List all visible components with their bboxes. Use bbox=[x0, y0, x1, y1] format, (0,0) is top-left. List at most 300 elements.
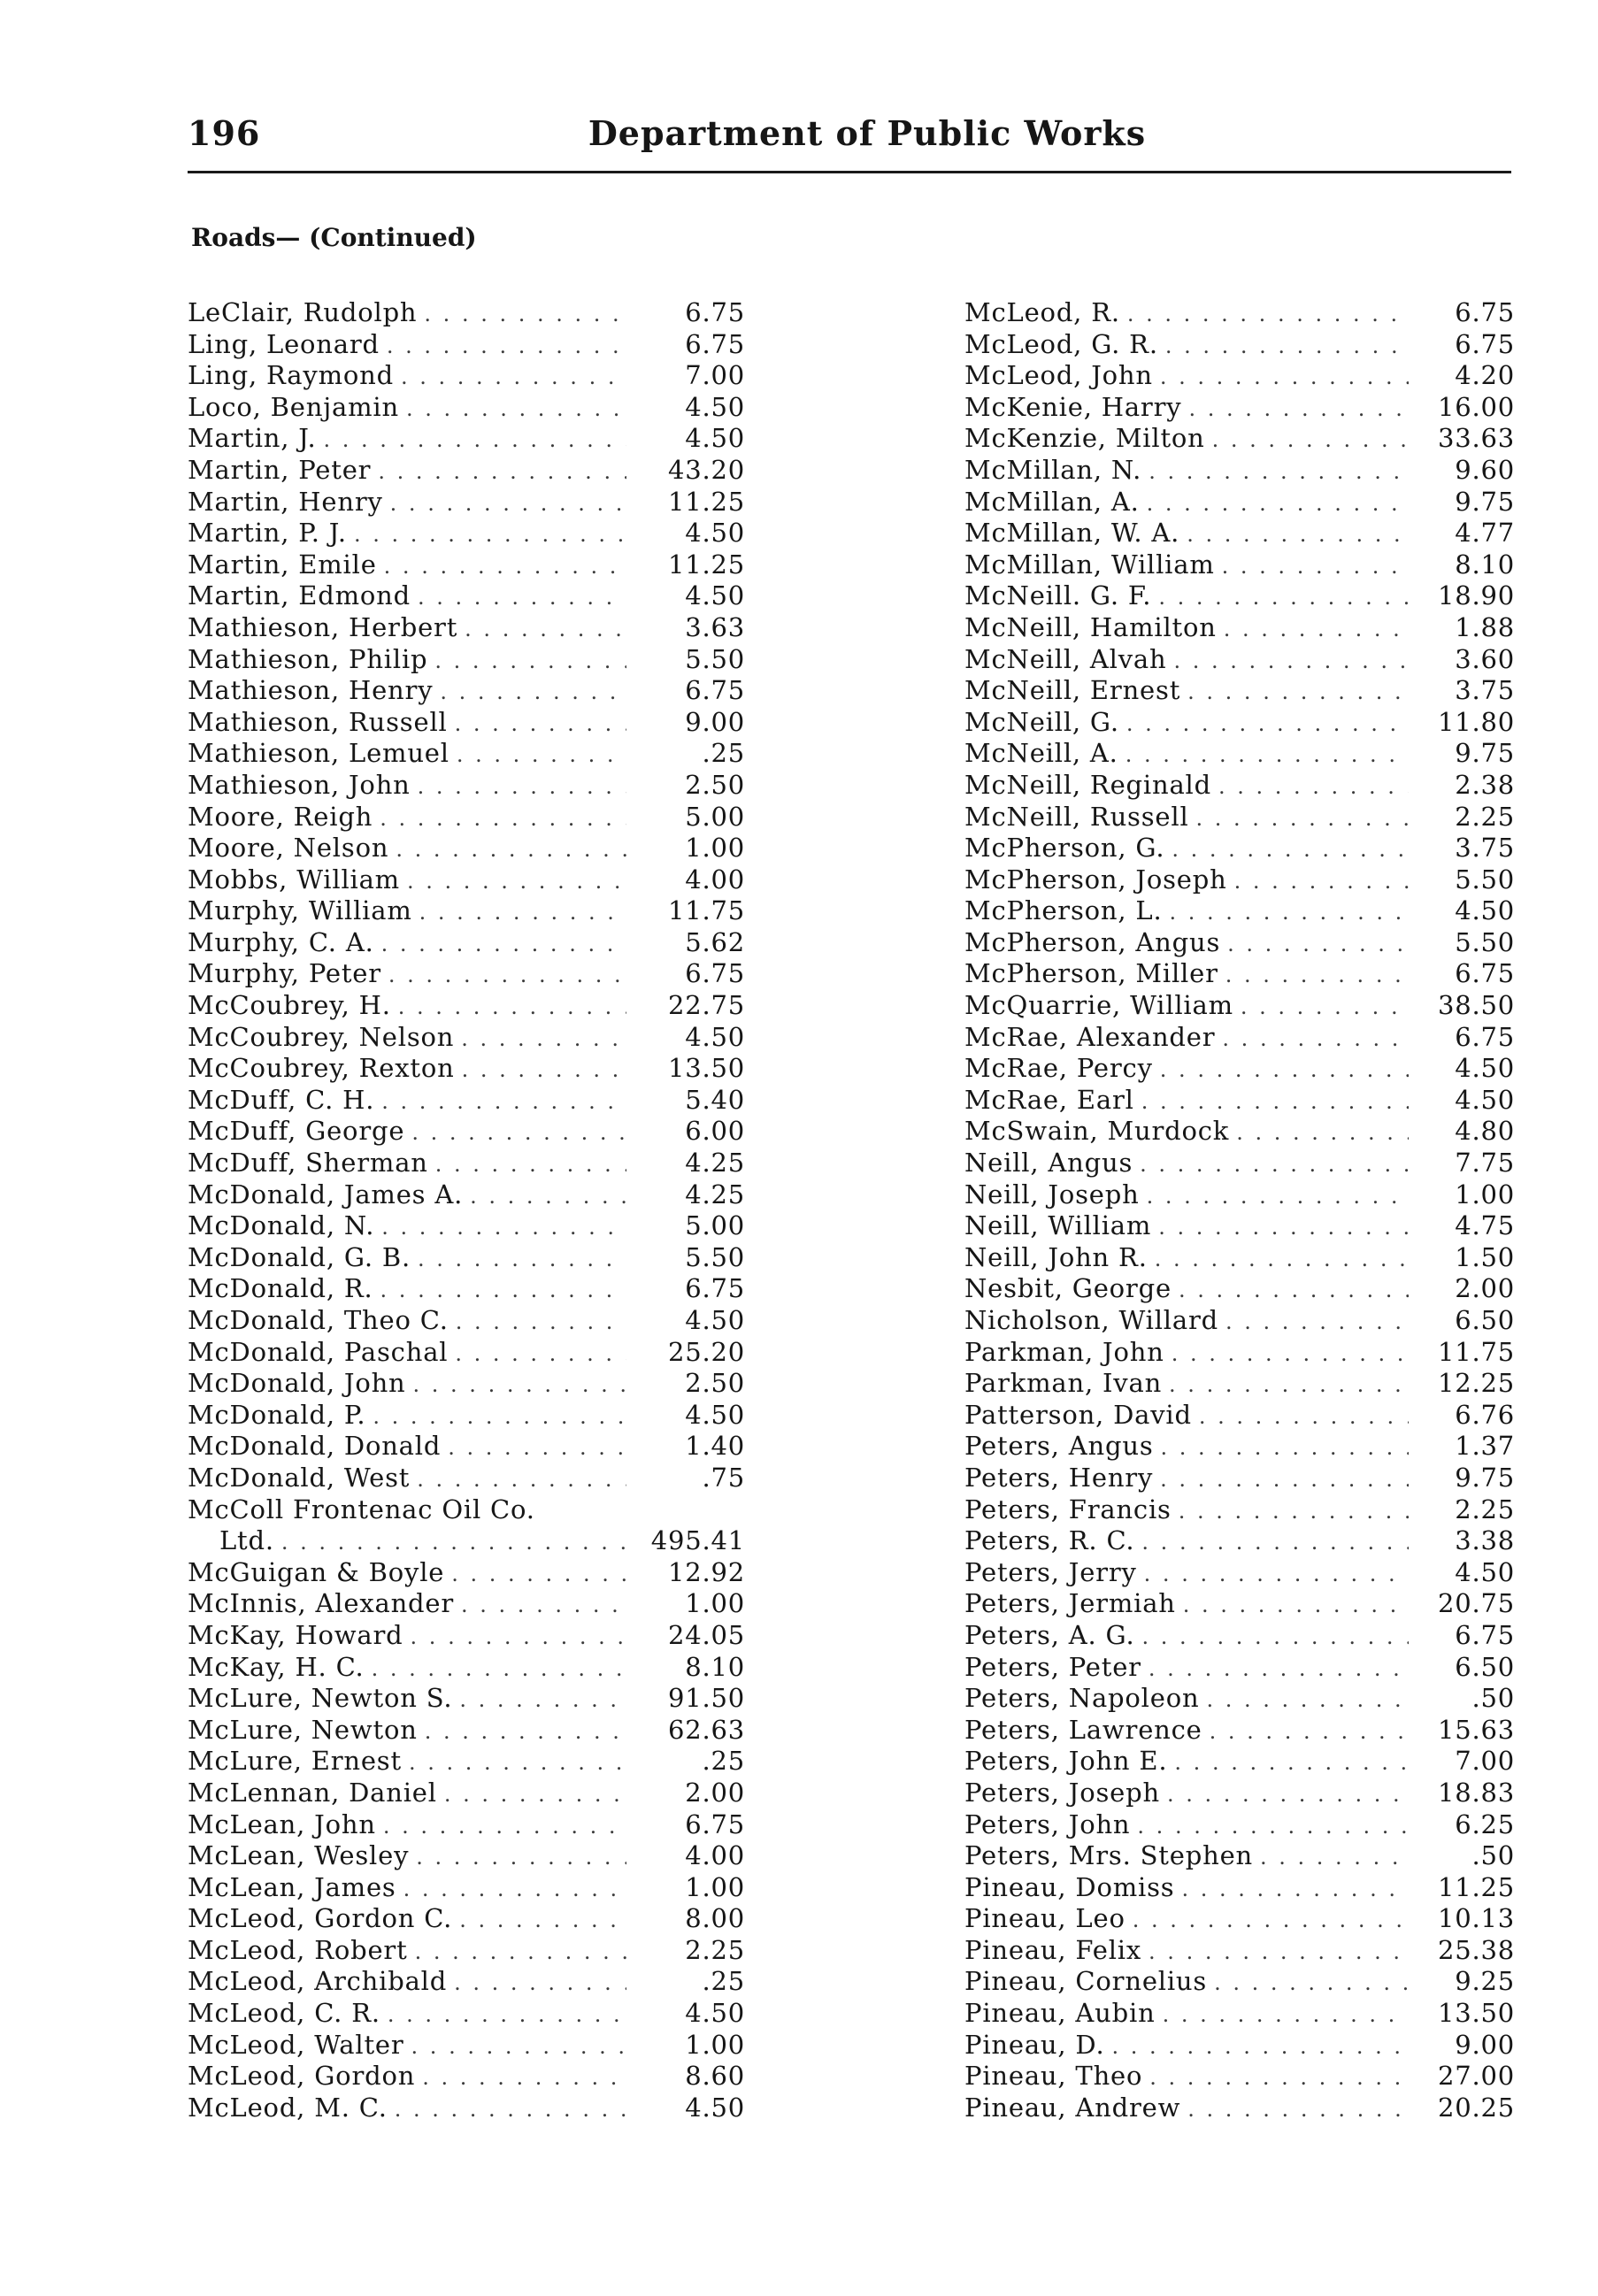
entry-name: McCoubrey, Nelson bbox=[188, 1021, 455, 1052]
dot-leader bbox=[407, 866, 626, 898]
entry-name: Martin, J. bbox=[188, 423, 317, 454]
dot-leader bbox=[354, 519, 626, 551]
list-item bbox=[964, 549, 1515, 581]
page-header bbox=[188, 113, 1511, 163]
entry-name: McKenie, Harry bbox=[964, 391, 1182, 422]
list-item bbox=[964, 1400, 1515, 1432]
dot-leader bbox=[411, 2031, 626, 2063]
dot-leader bbox=[1212, 425, 1409, 457]
list-item bbox=[964, 1683, 1515, 1715]
entry-amount: 6.00 bbox=[685, 1116, 745, 1147]
entry-name: Mathieson, Lemuel bbox=[188, 738, 449, 769]
list-item bbox=[188, 455, 745, 487]
entry-amount: 4.50 bbox=[1455, 1084, 1515, 1115]
list-item bbox=[188, 958, 745, 990]
entry-name: Neill, Angus bbox=[964, 1148, 1133, 1179]
entry-amount: 2.25 bbox=[1455, 801, 1515, 832]
entry-amount: 25.38 bbox=[1437, 1934, 1515, 1965]
list-item bbox=[188, 1337, 745, 1369]
list-item bbox=[188, 549, 745, 581]
entry-amount: 4.50 bbox=[685, 1399, 745, 1430]
dot-leader bbox=[455, 1339, 626, 1371]
entry-name: Mathieson, Russell bbox=[188, 706, 448, 737]
entry-amount: .75 bbox=[702, 1462, 745, 1493]
entry-name: McDonald, Theo C. bbox=[188, 1305, 449, 1335]
dot-leader bbox=[1174, 646, 1409, 678]
entry-amount: 9.00 bbox=[1455, 2029, 1515, 2060]
entry-amount: 6.75 bbox=[1455, 328, 1515, 359]
entry-amount: 7.75 bbox=[1455, 1148, 1515, 1179]
entry-amount: 6.75 bbox=[1455, 1021, 1515, 1052]
entry-name: Parkman, Ivan bbox=[964, 1368, 1163, 1399]
list-item bbox=[188, 1903, 745, 1935]
list-item bbox=[964, 580, 1515, 612]
list-item bbox=[964, 1715, 1515, 1747]
dot-leader bbox=[1161, 1432, 1409, 1464]
entry-amount: 4.50 bbox=[1455, 895, 1515, 926]
dot-leader bbox=[413, 1370, 626, 1401]
entry-name: McLeod, Archibald bbox=[188, 1966, 448, 1997]
dot-leader bbox=[1183, 1590, 1409, 1622]
entry-amount: 18.90 bbox=[1437, 580, 1515, 611]
entry-name: Peters, Napoleon bbox=[964, 1683, 1200, 1714]
dot-leader bbox=[454, 1968, 626, 2000]
list-item bbox=[188, 1620, 745, 1652]
dot-leader bbox=[1172, 834, 1409, 866]
entry-amount: 4.77 bbox=[1455, 518, 1515, 549]
entry-amount: 5.40 bbox=[685, 1084, 745, 1115]
dot-leader bbox=[401, 362, 626, 394]
dot-leader bbox=[1137, 1811, 1409, 1843]
entry-amount: 4.50 bbox=[685, 2092, 745, 2123]
entry-amount: 6.25 bbox=[1455, 1808, 1515, 1839]
dot-leader bbox=[378, 457, 626, 488]
entry-name: Martin, Emile bbox=[188, 549, 377, 580]
entry-name: McNeill, A. bbox=[964, 738, 1118, 769]
entry-amount: 11.75 bbox=[667, 895, 745, 926]
entry-name: McLean, Wesley bbox=[188, 1840, 410, 1871]
list-item bbox=[188, 833, 745, 864]
entry-amount: 27.00 bbox=[1437, 2061, 1515, 2092]
entry-amount: 6.75 bbox=[685, 1273, 745, 1304]
entry-name: McLure, Newton bbox=[188, 1714, 418, 1745]
entry-amount: 7.00 bbox=[1455, 1746, 1515, 1777]
entry-name: Pineau, Andrew bbox=[964, 2092, 1181, 2123]
entry-amount: 4.75 bbox=[1455, 1210, 1515, 1241]
list-item bbox=[188, 1053, 745, 1085]
dot-leader bbox=[1160, 1464, 1409, 1496]
dot-leader bbox=[1187, 677, 1409, 709]
entry-name: McDonald, John bbox=[188, 1368, 406, 1399]
dot-leader bbox=[1149, 1654, 1409, 1686]
list-item bbox=[188, 1463, 745, 1494]
entry-name: Mathieson, John bbox=[188, 769, 411, 800]
dot-leader bbox=[1149, 457, 1409, 488]
list-item bbox=[964, 1652, 1515, 1684]
list-item bbox=[964, 1935, 1515, 1967]
list-item bbox=[964, 1778, 1515, 1809]
dot-leader bbox=[461, 1024, 626, 1056]
dot-leader bbox=[1147, 1181, 1409, 1213]
entry-name: Pineau, Cornelius bbox=[964, 1966, 1208, 1997]
entry-name: Nesbit, George bbox=[964, 1273, 1172, 1304]
entry-name: McNeill, Hamilton bbox=[964, 611, 1217, 642]
entry-amount: 4.20 bbox=[1455, 360, 1515, 391]
dot-leader bbox=[1199, 1401, 1409, 1433]
dot-leader bbox=[448, 1432, 626, 1464]
dot-leader bbox=[1222, 1024, 1409, 1056]
dot-leader bbox=[1126, 740, 1409, 772]
list-item bbox=[188, 1210, 745, 1242]
list-item bbox=[188, 707, 745, 739]
dot-leader bbox=[406, 394, 626, 426]
entry-amount: 43.20 bbox=[667, 454, 745, 485]
dot-leader bbox=[388, 960, 626, 992]
entry-amount: 8.00 bbox=[685, 1903, 745, 1934]
entry-amount: 15.63 bbox=[1437, 1714, 1515, 1745]
entry-amount: 6.75 bbox=[1455, 297, 1515, 327]
dot-leader bbox=[380, 1275, 626, 1307]
entry-name: Ltd. bbox=[219, 1525, 274, 1556]
list-item bbox=[964, 2061, 1515, 2093]
dot-leader bbox=[459, 1905, 626, 1937]
entry-name: McRae, Earl bbox=[964, 1084, 1134, 1115]
list-item bbox=[188, 1778, 745, 1809]
list-item bbox=[188, 2061, 745, 2093]
entry-name: McNeill, Ernest bbox=[964, 675, 1181, 706]
list-item bbox=[188, 1840, 745, 1872]
entry-amount: 1.88 bbox=[1455, 611, 1515, 642]
list-item bbox=[188, 1998, 745, 2030]
list-item bbox=[188, 802, 745, 833]
entry-amount: 22.75 bbox=[667, 990, 745, 1021]
list-item bbox=[188, 895, 745, 927]
list-item bbox=[964, 518, 1515, 549]
list-item bbox=[188, 612, 745, 644]
list-item bbox=[188, 1494, 745, 1526]
entry-amount: 6.75 bbox=[1455, 1619, 1515, 1650]
dot-leader bbox=[1141, 1527, 1409, 1559]
list-item bbox=[964, 1557, 1515, 1589]
list-item bbox=[188, 1305, 745, 1337]
entry-amount: 5.00 bbox=[685, 1210, 745, 1241]
list-item bbox=[964, 895, 1515, 927]
list-item bbox=[188, 487, 745, 518]
dot-leader bbox=[383, 1811, 626, 1843]
entry-name: McDonald, P. bbox=[188, 1399, 366, 1430]
entry-amount: 18.83 bbox=[1437, 1777, 1515, 1808]
list-item bbox=[188, 770, 745, 802]
dot-leader bbox=[422, 2062, 626, 2094]
entry-name: McMillan, W. A. bbox=[964, 518, 1180, 549]
dot-leader bbox=[1111, 2031, 1409, 2063]
entry-name: Peters, Jermiah bbox=[964, 1588, 1176, 1619]
entry-amount: 2.00 bbox=[685, 1777, 745, 1808]
entry-amount: .25 bbox=[702, 1966, 745, 1997]
list-item bbox=[188, 990, 745, 1022]
entry-name: McDonald, G. B. bbox=[188, 1241, 411, 1272]
entry-name: McKenzie, Milton bbox=[964, 423, 1205, 454]
entry-name: Martin, P. J. bbox=[188, 518, 347, 549]
entry-amount: 11.25 bbox=[667, 486, 745, 517]
dot-leader bbox=[1224, 614, 1409, 646]
entry-name: Mathieson, Henry bbox=[188, 675, 434, 706]
list-item bbox=[964, 1368, 1515, 1400]
dot-leader bbox=[424, 299, 626, 331]
entry-amount: 6.75 bbox=[685, 297, 745, 327]
entry-name: Peters, R. C. bbox=[964, 1525, 1135, 1556]
dot-leader bbox=[1133, 1905, 1409, 1937]
list-item bbox=[964, 958, 1515, 990]
entry-name: McMillan, A. bbox=[964, 486, 1140, 517]
entry-name: McDuff, C. H. bbox=[188, 1084, 375, 1115]
entry-amount: 6.50 bbox=[1455, 1305, 1515, 1335]
dot-leader bbox=[381, 929, 626, 961]
dot-leader bbox=[417, 1464, 626, 1496]
entry-name: Peters, Mrs. Stephen bbox=[964, 1840, 1254, 1871]
entry-amount: 4.50 bbox=[1455, 1556, 1515, 1587]
entry-amount: 8.60 bbox=[685, 2061, 745, 2092]
entry-name: LeClair, Rudolph bbox=[188, 297, 418, 327]
list-item bbox=[964, 1210, 1515, 1242]
entry-amount: 13.50 bbox=[667, 1053, 745, 1084]
dot-leader bbox=[451, 1559, 626, 1591]
entry-amount: 9.25 bbox=[1455, 1966, 1515, 1997]
entry-amount: 11.75 bbox=[1437, 1336, 1515, 1367]
entry-amount: 3.60 bbox=[1455, 643, 1515, 674]
entry-amount: 24.05 bbox=[667, 1619, 745, 1650]
list-item bbox=[964, 297, 1515, 329]
list-item bbox=[964, 1305, 1515, 1337]
dot-leader bbox=[435, 1149, 626, 1181]
list-item bbox=[964, 1620, 1515, 1652]
entry-name: McLean, John bbox=[188, 1808, 376, 1839]
entry-name: Ling, Leonard bbox=[188, 328, 380, 359]
entry-name: Peters, Joseph bbox=[964, 1777, 1160, 1808]
dot-leader bbox=[418, 1244, 626, 1276]
list-item bbox=[964, 1966, 1515, 1998]
list-item bbox=[964, 360, 1515, 392]
dot-leader bbox=[1181, 1874, 1409, 1906]
entry-name: Murphy, Peter bbox=[188, 958, 381, 989]
list-item bbox=[188, 518, 745, 549]
dot-leader bbox=[440, 677, 626, 709]
dot-leader bbox=[425, 1716, 626, 1748]
entry-name: McNeill. G. F. bbox=[964, 580, 1152, 611]
entry-amount: 11.25 bbox=[667, 549, 745, 580]
entry-amount: 9.75 bbox=[1455, 738, 1515, 769]
entry-amount: 9.60 bbox=[1455, 454, 1515, 485]
list-item bbox=[964, 329, 1515, 361]
entry-name: Peters, John bbox=[964, 1808, 1131, 1839]
entry-name: McLeod, G. R. bbox=[964, 328, 1158, 359]
list-item bbox=[964, 1998, 1515, 2030]
entry-name: Moore, Reigh bbox=[188, 801, 373, 832]
list-item bbox=[964, 833, 1515, 864]
entry-amount: 1.00 bbox=[685, 2029, 745, 2060]
entry-amount: 5.50 bbox=[1455, 926, 1515, 957]
entry-amount: 33.63 bbox=[1437, 423, 1515, 454]
list-item bbox=[964, 864, 1515, 896]
entry-amount: 4.50 bbox=[685, 580, 745, 611]
right-column-list bbox=[964, 297, 1515, 2123]
entry-amount: 5.62 bbox=[685, 926, 745, 957]
dot-leader bbox=[381, 1212, 626, 1244]
list-item bbox=[188, 360, 745, 392]
entry-amount: 3.75 bbox=[1455, 675, 1515, 706]
entry-name: Mathieson, Philip bbox=[188, 643, 428, 674]
dot-leader bbox=[1147, 488, 1409, 520]
entry-name: McDonald, Donald bbox=[188, 1431, 442, 1462]
entry-name: McDonald, R. bbox=[188, 1273, 373, 1304]
dot-leader bbox=[380, 803, 626, 835]
entry-amount: 4.50 bbox=[685, 391, 745, 422]
entry-amount: 6.75 bbox=[685, 1808, 745, 1839]
list-item bbox=[188, 1872, 745, 1904]
left-column-list bbox=[188, 297, 745, 2123]
list-item bbox=[964, 455, 1515, 487]
entry-amount: 4.50 bbox=[685, 518, 745, 549]
dot-leader bbox=[1225, 960, 1409, 992]
entry-name: Peters, Henry bbox=[964, 1462, 1154, 1493]
list-item bbox=[964, 1242, 1515, 1274]
entry-name: Peters, John E. bbox=[964, 1746, 1168, 1777]
entry-name: McRae, Percy bbox=[964, 1053, 1153, 1084]
entry-name: McPherson, Joseph bbox=[964, 864, 1227, 895]
entry-amount: 5.50 bbox=[1455, 864, 1515, 895]
dot-leader bbox=[395, 2094, 626, 2126]
entry-amount: 38.50 bbox=[1437, 990, 1515, 1021]
dot-leader bbox=[1169, 897, 1409, 929]
entry-name: Patterson, David bbox=[964, 1399, 1192, 1430]
entry-amount: 91.50 bbox=[667, 1683, 745, 1714]
dot-leader bbox=[1227, 929, 1409, 961]
entry-name: McDuff, Sherman bbox=[188, 1148, 428, 1179]
list-item bbox=[964, 1746, 1515, 1778]
entry-name: McDonald, N. bbox=[188, 1210, 375, 1241]
entry-name: McLeod, Gordon bbox=[188, 2061, 416, 2092]
entry-amount: 6.75 bbox=[1455, 958, 1515, 989]
entry-name: Martin, Peter bbox=[188, 454, 372, 485]
entry-amount: 8.10 bbox=[685, 1651, 745, 1682]
entry-name: McGuigan & Boyle bbox=[188, 1556, 445, 1587]
dot-leader bbox=[1163, 2000, 1409, 2031]
list-item bbox=[188, 2093, 745, 2124]
list-item bbox=[964, 2093, 1515, 2124]
entry-name: Mobbs, William bbox=[188, 864, 400, 895]
dot-leader bbox=[434, 646, 626, 678]
entry-name: McMillan, William bbox=[964, 549, 1215, 580]
entry-name: McPherson, Miller bbox=[964, 958, 1218, 989]
list-item bbox=[188, 1085, 745, 1117]
entry-name: Martin, Edmond bbox=[188, 580, 411, 611]
list-item bbox=[188, 1148, 745, 1179]
dot-leader bbox=[444, 1779, 626, 1811]
entry-name: Pineau, Leo bbox=[964, 1903, 1126, 1934]
entry-amount: 2.25 bbox=[1455, 1494, 1515, 1524]
entry-amount: 1.00 bbox=[1455, 1179, 1515, 1209]
dot-leader bbox=[1144, 1559, 1409, 1591]
list-item bbox=[188, 1966, 745, 1998]
list-item bbox=[188, 423, 745, 455]
entry-name: McLennan, Daniel bbox=[188, 1777, 437, 1808]
dot-leader bbox=[418, 582, 626, 614]
dot-leader bbox=[387, 331, 626, 363]
section-heading: Roads— (Continued) bbox=[191, 223, 477, 252]
entry-amount: 9.00 bbox=[685, 706, 745, 737]
dot-leader bbox=[281, 1527, 626, 1559]
dot-leader bbox=[1155, 1244, 1409, 1276]
list-item bbox=[964, 612, 1515, 644]
entry-amount: 12.92 bbox=[667, 1556, 745, 1587]
entry-amount: 3.63 bbox=[685, 611, 745, 642]
list-item bbox=[188, 1179, 745, 1211]
list-item bbox=[188, 297, 745, 329]
entry-name: Loco, Benjamin bbox=[188, 391, 399, 422]
dot-leader bbox=[461, 1590, 626, 1622]
entry-amount: 2.25 bbox=[685, 1934, 745, 1965]
entry-name: McDonald, West bbox=[188, 1462, 411, 1493]
entry-amount: .25 bbox=[702, 1746, 745, 1777]
entry-amount: 9.75 bbox=[1455, 486, 1515, 517]
list-item bbox=[964, 423, 1515, 455]
list-item bbox=[964, 1273, 1515, 1305]
entry-name: Peters, Francis bbox=[964, 1494, 1172, 1524]
list-item bbox=[188, 1935, 745, 1967]
list-item bbox=[964, 1431, 1515, 1463]
entry-name: McLeod, Walter bbox=[188, 2029, 404, 2060]
entry-amount: 1.50 bbox=[1455, 1241, 1515, 1272]
list-item bbox=[964, 707, 1515, 739]
dot-leader bbox=[403, 1874, 626, 1906]
list-item bbox=[964, 990, 1515, 1022]
entry-name: McCoubrey, H. bbox=[188, 990, 391, 1021]
list-item bbox=[964, 1840, 1515, 1872]
list-item bbox=[964, 1179, 1515, 1211]
entry-amount: 4.50 bbox=[1455, 1053, 1515, 1084]
entry-name: McCoubrey, Rexton bbox=[188, 1053, 455, 1084]
entry-name: McDonald, Paschal bbox=[188, 1336, 449, 1367]
dot-leader bbox=[1149, 2062, 1409, 2094]
entry-name: McLeod, Gordon C. bbox=[188, 1903, 453, 1934]
list-item bbox=[964, 1085, 1515, 1117]
entry-name: Nicholson, Willard bbox=[964, 1305, 1218, 1335]
entry-amount: 11.25 bbox=[1437, 1871, 1515, 1902]
entry-name: Pineau, D. bbox=[964, 2029, 1105, 2060]
list-item bbox=[188, 738, 745, 770]
list-item bbox=[188, 1557, 745, 1589]
dot-leader bbox=[470, 1181, 626, 1213]
entry-amount: 5.50 bbox=[685, 643, 745, 674]
dot-leader bbox=[1234, 866, 1409, 898]
page-title: Department of Public Works bbox=[588, 113, 1147, 153]
entry-name: McLeod, Robert bbox=[188, 1934, 408, 1965]
dot-leader bbox=[1218, 772, 1409, 803]
entry-amount: 3.75 bbox=[1455, 833, 1515, 864]
dot-leader bbox=[1160, 362, 1409, 394]
dot-leader bbox=[373, 1401, 626, 1433]
entry-name: McLure, Newton S. bbox=[188, 1683, 453, 1714]
dot-leader bbox=[1187, 519, 1409, 551]
list-item bbox=[188, 1588, 745, 1620]
list-item bbox=[188, 1400, 745, 1432]
entry-name: Pineau, Theo bbox=[964, 2061, 1143, 2092]
entry-amount: 4.00 bbox=[685, 1840, 745, 1871]
entry-name: McLure, Ernest bbox=[188, 1746, 402, 1777]
dot-leader bbox=[1210, 1716, 1409, 1748]
dot-leader bbox=[388, 2000, 626, 2031]
list-item bbox=[188, 1368, 745, 1400]
